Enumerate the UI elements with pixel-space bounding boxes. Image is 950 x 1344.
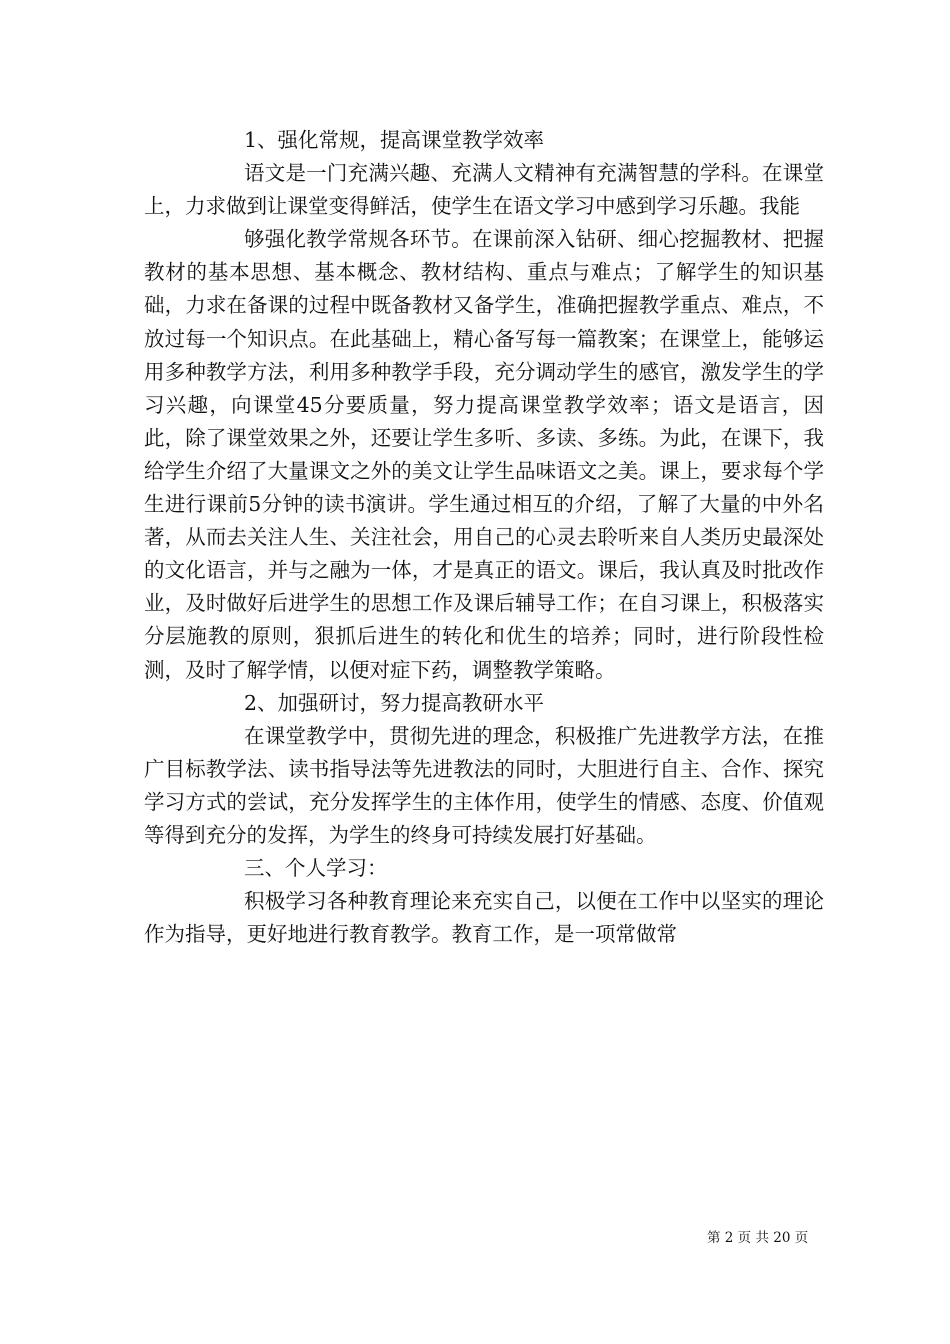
heading-strengthen-routine: 1、强化常规，提高课堂教学效率 [244, 128, 545, 152]
heading-personal-study: 三、个人学习： [244, 856, 388, 881]
paragraph-classroom-teaching: 在课堂教学中，贯彻先进的理念，积极推广先进教学方法，在推广目标教学法、读书指导法等先进教法的同时，大胆进行自主、合作、探究学习方式的尝试，充分发挥学生的主体作用，使学生的情感、态度、价值观等得到充分的发挥，为学生的终身可持续发展打好基础。 [144, 723, 824, 847]
page-number: 第 2 页 共 20 页 [707, 1230, 809, 1246]
paragraph-education-theory: 积极学习各种教育理论来充实自己，以便在工作中以坚实的理论作为指导，更好地进行教育教学。教育工作，是一项常做常 [144, 889, 824, 947]
paragraph-teaching-routine: 够强化教学常规各环节。在课前深入钻研、细心挖掘教材、把握教材的基本思想、基本概念、教材结构、重点与难点；了解学生的知识基础，力求在备课的过程中既备教材又备学生，准确把握教学重点、难点，不放过每一个知识点。在此基础上，精心备写每一篇教案；在课堂上，能够运用多种教学方法，利用多种教学手段，充分调动学生的感官，激发学生的学习兴趣，向课堂45分要质量，努力提高课堂教学效率；语文是语言，因此，除了课堂效果之外，还要让学生多听、多读、多练。为此，在课下，我给学生介绍了大量课文之外的美文让学生品味语文之美。课上，要求每个学生进行课前5分钟的读书演讲。学生通过相互的介绍，了解了大量的中外名著，从而去关注人生、关注社会，用自己的心灵去聆听来自人类历史最深处的文化语言，并与之融为一体，才是真正的语文。课后，我认真及时批改作业，及时做好后进学生的思想工作及课后辅导工作；在自习课上，积极落实分层施教的原则，狠抓后进生的转化和优生的培养；同时，进行阶段性检测，及时了解学情，以便对症下药，调整教学策略。 [144, 227, 824, 682]
paragraph-chinese-subject: 语文是一门充满兴趣、充满人文精神有充满智慧的学科。在课堂上，力求做到让课堂变得鲜活，使学生在语文学习中感到学习乐趣。我能 [144, 161, 824, 219]
document-body [144, 124, 824, 951]
heading-teaching-research: 2、加强研讨，努力提高教研水平 [244, 690, 545, 715]
